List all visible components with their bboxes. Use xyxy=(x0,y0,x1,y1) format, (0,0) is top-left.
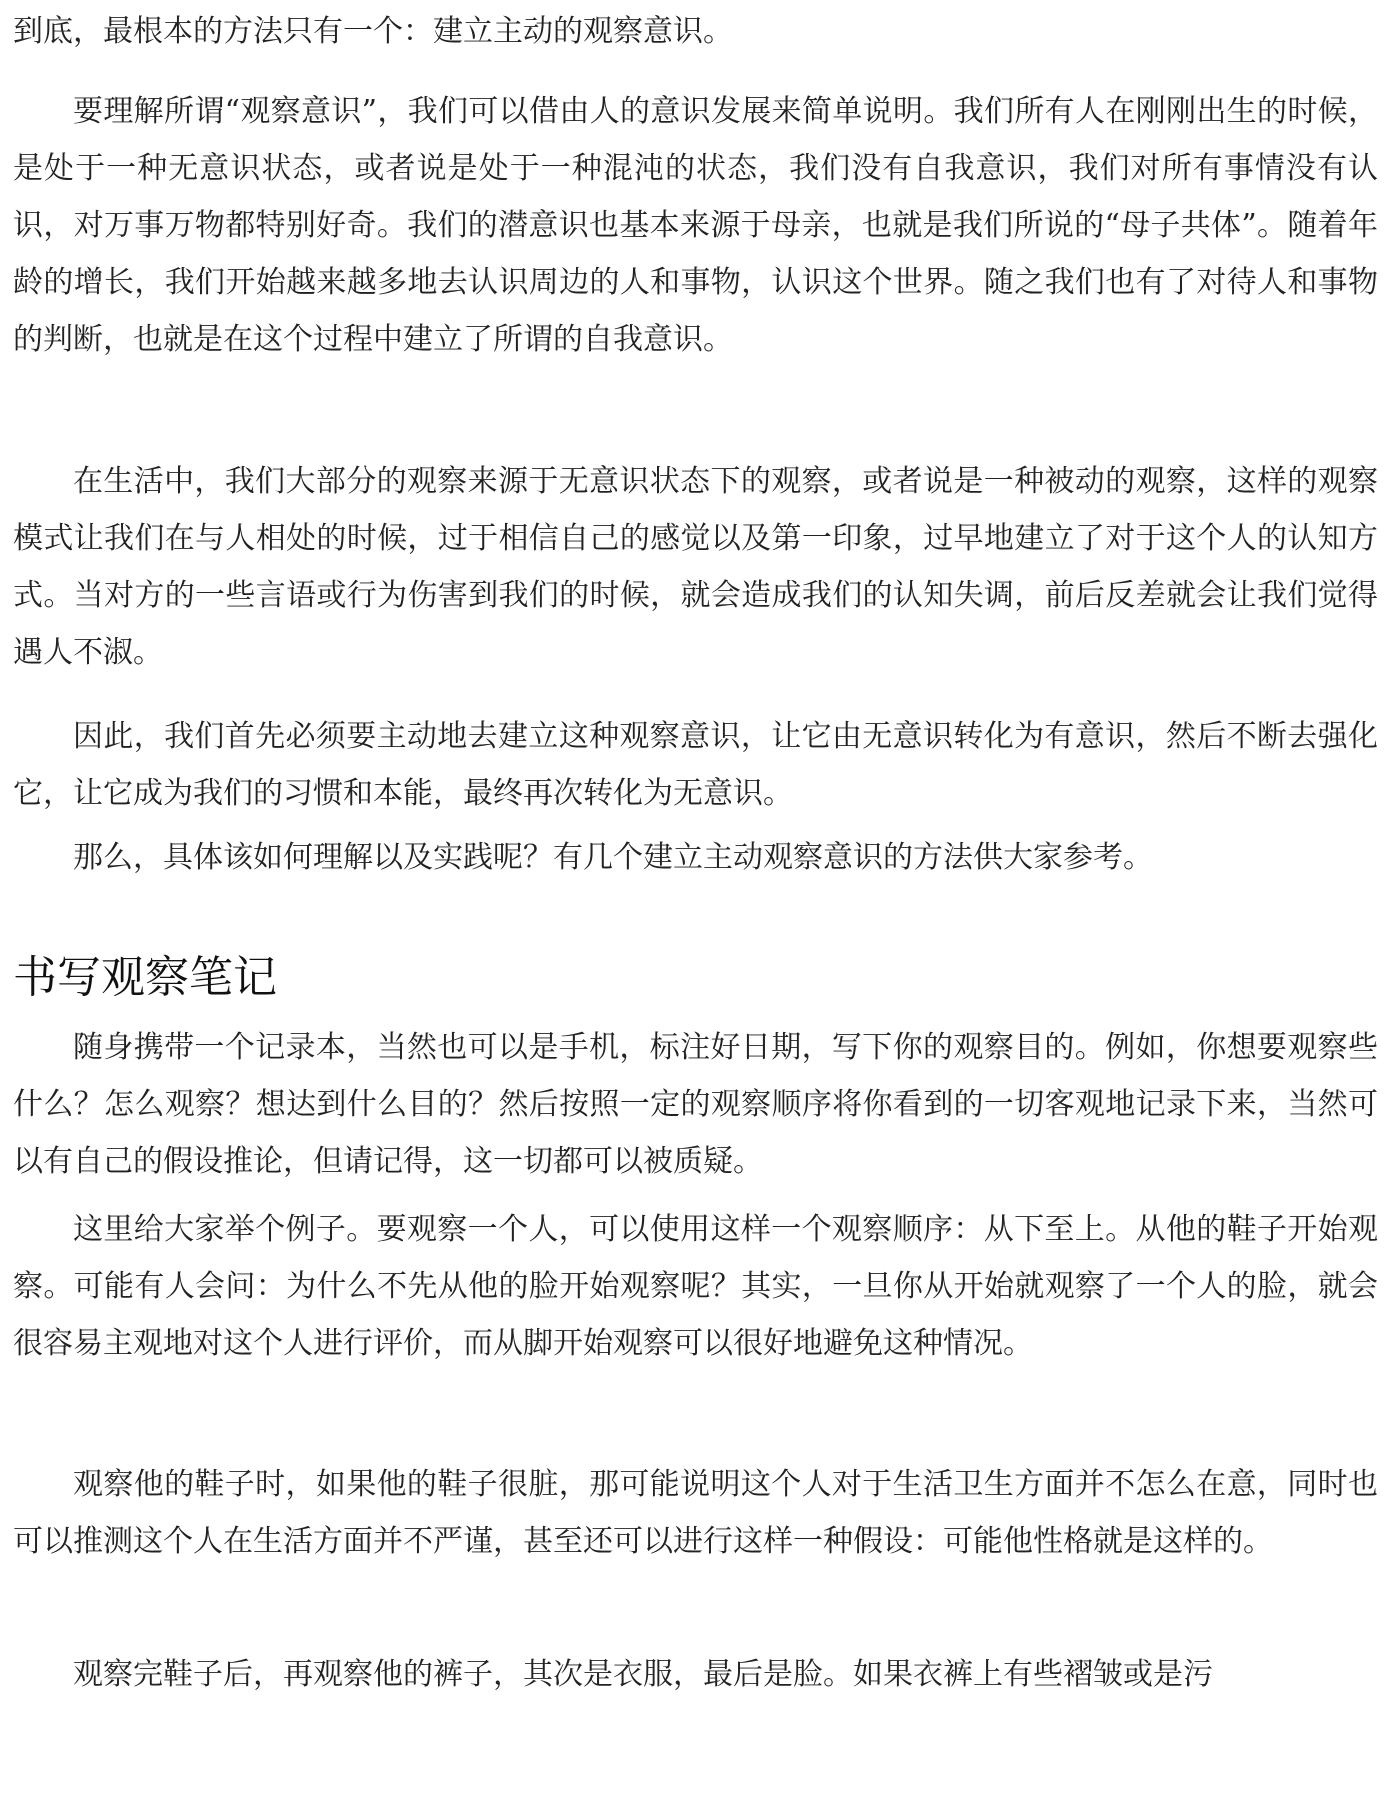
paragraph-6: 随身携带一个记录本，当然也可以是手机，标注好日期，写下你的观察目的。例如，你想要观察些什么？怎么观察？想达到什么目的？然后按照一定的观察顺序将你看到的一切客观地记录下来，当然可以有自己的假设推论，但请记得，这一切都可以被质疑。 xyxy=(13,1030,1378,1179)
paragraph-4: 因此，我们首先必须要主动地去建立这种观察意识，让它由无意识转化为有意识，然后不断去强化它，让它成为我们的习惯和本能，最终再次转化为无意识。 xyxy=(13,719,1378,811)
paragraph-2: 要理解所谓“观察意识”，我们可以借由人的意识发展来简单说明。我们所有人在刚刚出生的时候，是处于一种无意识状态，或者说是处于一种混沌的状态，我们没有自我意识，我们对所有事情没有认识，对万事万物都特别好奇。我们的潜意识也基本来源于母亲，也就是我们所说的“母子共体”。随着年龄的增长，我们开始越来越多地去认识周边的人和事物，认识这个世界。随之我们也有了对待人和事物的判断，也就是在这个过程中建立了所谓的自我意识。 xyxy=(13,94,1378,357)
paragraph-5: 那么，具体该如何理解以及实践呢？有几个建立主动观察意识的方法供大家参考。 xyxy=(73,840,1153,875)
paragraph-3: 在生活中，我们大部分的观察来源于无意识状态下的观察，或者说是一种被动的观察，这样的观察模式让我们在与人相处的时候，过于相信自己的感觉以及第一印象，过早地建立了对于这个人的认知方式。当对方的一些言语或行为伤害到我们的时候，就会造成我们的认知失调，前后反差就会让我们觉得遇人不淑。 xyxy=(13,464,1378,670)
paragraph-7: 这里给大家举个例子。要观察一个人，可以使用这样一个观察顺序：从下至上。从他的鞋子开始观察。可能有人会问：为什么不先从他的脸开始观察呢？其实，一旦你从开始就观察了一个人的脸，就会很容易主观地对这个人进行评价，而从脚开始观察可以很好地避免这种情况。 xyxy=(13,1212,1378,1361)
paragraph-8: 观察他的鞋子时，如果他的鞋子很脏，那可能说明这个人对于生活卫生方面并不怎么在意，同时也可以推测这个人在生活方面并不严谨，甚至还可以进行这样一种假设：可能他性格就是这样的。 xyxy=(13,1467,1378,1559)
paragraph-1: 到底，最根本的方法只有一个：建立主动的观察意识。 xyxy=(13,14,733,49)
paragraph-9: 观察完鞋子后，再观察他的裤子，其次是衣服，最后是脸。如果衣裤上有些褶皱或是污 xyxy=(73,1657,1213,1692)
section-heading: 书写观察笔记 xyxy=(13,952,277,1003)
